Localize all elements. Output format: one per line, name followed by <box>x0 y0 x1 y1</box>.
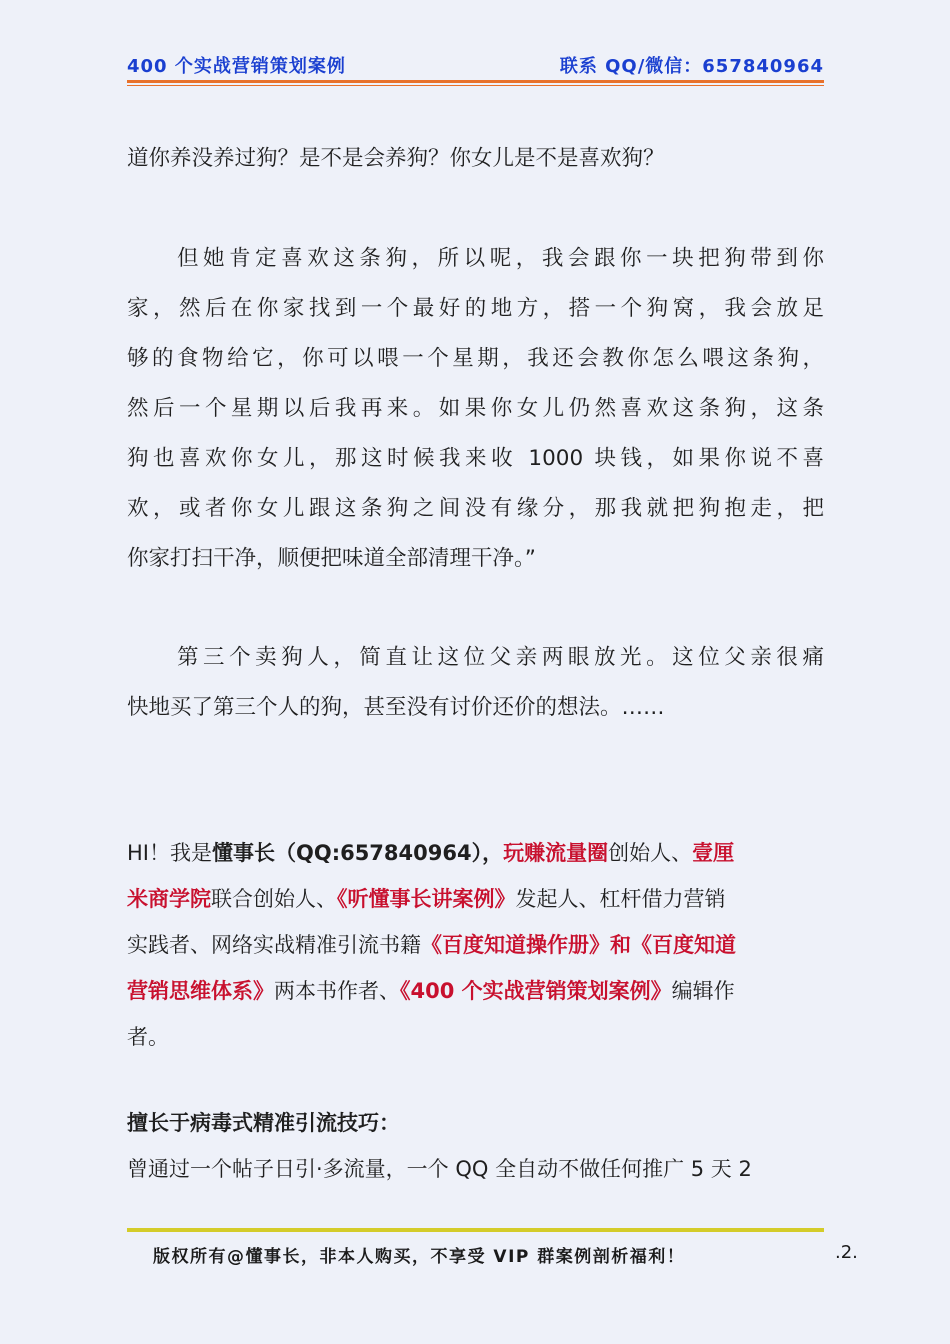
footer-rule <box>127 1228 824 1232</box>
bio-line: HI！我是懂事长（QQ:657840964），玩赚流量圈创始人、壹厘 <box>127 841 735 865</box>
text-line: 狗也喜欢你女儿，那这时候我来收 1000 块钱，如果你说不喜 <box>127 446 824 471</box>
bio-line: 实践者、网络实战精准引流书籍《百度知道操作册》和《百度知道 <box>127 933 736 957</box>
bio-line: 米商学院联合创始人、《听懂事长讲案例》发起人、杠杆借力营销 <box>127 887 726 911</box>
bio-line: 者。 <box>127 1025 169 1049</box>
text-line: 快地买了第三个人的狗，甚至没有讨价还价的想法。…… <box>127 695 665 720</box>
bio-line: 营销思维体系》两本书作者、《400 个实战营销策划案例》编辑作 <box>127 979 735 1003</box>
header-contact: 联系 QQ/微信：657840964 <box>559 56 824 77</box>
text-line: 你家打扫干净，顺便把味道全部清理干净。” <box>127 546 536 571</box>
text-line: 但她肯定喜欢这条狗，所以呢，我会跟你一块把狗带到你 <box>177 246 824 271</box>
header-rule-thin <box>127 85 824 86</box>
skills-text: 曾通过一个帖子日引·多流量，一个 QQ 全自动不做任何推广 5 天 2 <box>127 1157 752 1181</box>
skills-heading: 擅长于病毒式精准引流技巧： <box>127 1111 400 1135</box>
page-number: .2. <box>835 1242 858 1263</box>
header-rule <box>127 80 824 83</box>
paragraph-2 <box>127 234 824 584</box>
text-line: 够的食物给它，你可以喂一个星期，我还会教你怎么喂这条狗， <box>127 346 824 371</box>
paragraph-3 <box>127 633 824 733</box>
text-line: 道你养没养过狗？是不是会养狗？你女儿是不是喜欢狗？ <box>127 146 665 171</box>
text-line: 然后一个星期以后我再来。如果你女儿仍然喜欢这条狗，这条 <box>127 396 824 421</box>
text-line: 家，然后在你家找到一个最好的地方，搭一个狗窝，我会放足 <box>127 296 824 321</box>
author-name: 懂事长（QQ:657840964）， <box>211 841 504 865</box>
footer-copyright: 版权所有@懂事长，非本人购买，不享受 VIP 群案例剖析福利！ <box>153 1247 686 1267</box>
author-bio <box>127 830 824 1060</box>
skills-section <box>127 1100 824 1192</box>
text-line: 欢，或者你女儿跟这条狗之间没有缘分，那我就把狗抱走，把 <box>127 496 824 521</box>
text-line: 第三个卖狗人，简直让这位父亲两眼放光。这位父亲很痛 <box>177 645 824 670</box>
paragraph-1 <box>127 134 824 184</box>
page-header <box>127 52 824 82</box>
header-title: 400 个实战营销策划案例 <box>127 56 346 77</box>
